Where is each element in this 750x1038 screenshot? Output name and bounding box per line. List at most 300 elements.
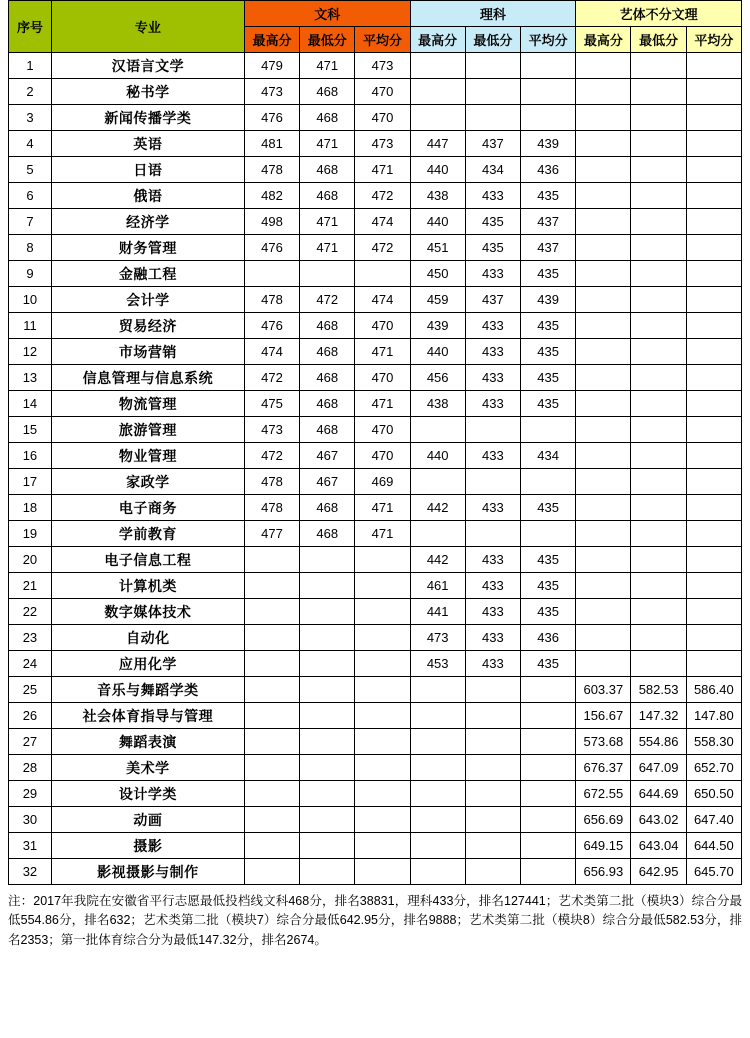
- cell-yiti-min: 554.86: [631, 729, 686, 755]
- cell-wenke-min: 467: [300, 469, 355, 495]
- cell-wenke-max: [244, 261, 299, 287]
- cell-wenke-min: [300, 547, 355, 573]
- cell-like-min: 435: [465, 235, 520, 261]
- cell-yiti-min: [631, 313, 686, 339]
- cell-wenke-avg: [355, 859, 410, 885]
- cell-like-max: 451: [410, 235, 465, 261]
- cell-yiti-avg: [686, 105, 741, 131]
- row-index: 28: [9, 755, 52, 781]
- cell-yiti-min: [631, 105, 686, 131]
- cell-like-min: [465, 79, 520, 105]
- row-index: 31: [9, 833, 52, 859]
- cell-wenke-max: [244, 755, 299, 781]
- table-row: [9, 105, 742, 131]
- cell-yiti-max: [576, 105, 631, 131]
- cell-wenke-max: 481: [244, 131, 299, 157]
- cell-wenke-avg: 471: [355, 521, 410, 547]
- cell-wenke-avg: [355, 261, 410, 287]
- cell-like-avg: [521, 521, 576, 547]
- cell-wenke-avg: 470: [355, 443, 410, 469]
- cell-like-avg: 437: [521, 209, 576, 235]
- cell-wenke-avg: [355, 755, 410, 781]
- row-major-name: 动画: [51, 807, 244, 833]
- cell-wenke-avg: 469: [355, 469, 410, 495]
- table-row: [9, 53, 742, 79]
- cell-wenke-max: 498: [244, 209, 299, 235]
- cell-like-max: 441: [410, 599, 465, 625]
- cell-yiti-max: 156.67: [576, 703, 631, 729]
- cell-wenke-max: [244, 807, 299, 833]
- table-row: [9, 287, 742, 313]
- row-major-name: 经济学: [51, 209, 244, 235]
- header-like-min: 最低分: [465, 27, 520, 53]
- cell-yiti-avg: [686, 417, 741, 443]
- cell-wenke-avg: [355, 729, 410, 755]
- table-row: [9, 391, 742, 417]
- cell-like-avg: 435: [521, 547, 576, 573]
- row-major-name: 自动化: [51, 625, 244, 651]
- table-row: [9, 339, 742, 365]
- cell-wenke-min: 471: [300, 131, 355, 157]
- cell-wenke-min: 468: [300, 157, 355, 183]
- cell-yiti-avg: 650.50: [686, 781, 741, 807]
- cell-yiti-min: [631, 131, 686, 157]
- cell-yiti-min: [631, 339, 686, 365]
- table-row: [9, 599, 742, 625]
- cell-wenke-min: 468: [300, 365, 355, 391]
- cell-wenke-avg: 471: [355, 157, 410, 183]
- cell-yiti-avg: [686, 209, 741, 235]
- cell-like-max: [410, 677, 465, 703]
- cell-wenke-min: 468: [300, 495, 355, 521]
- row-index: 30: [9, 807, 52, 833]
- cell-yiti-avg: 644.50: [686, 833, 741, 859]
- cell-like-avg: [521, 79, 576, 105]
- cell-yiti-min: 647.09: [631, 755, 686, 781]
- cell-like-min: [465, 859, 520, 885]
- cell-like-avg: 435: [521, 313, 576, 339]
- header-wenke-max: 最高分: [244, 27, 299, 53]
- row-major-name: 设计学类: [51, 781, 244, 807]
- cell-yiti-min: [631, 651, 686, 677]
- cell-like-min: [465, 417, 520, 443]
- cell-yiti-min: [631, 261, 686, 287]
- cell-like-avg: [521, 417, 576, 443]
- cell-like-min: [465, 807, 520, 833]
- cell-yiti-max: 649.15: [576, 833, 631, 859]
- table-body: [9, 53, 742, 885]
- table-row: [9, 417, 742, 443]
- cell-yiti-min: [631, 209, 686, 235]
- cell-yiti-avg: [686, 443, 741, 469]
- cell-yiti-max: [576, 131, 631, 157]
- cell-wenke-min: [300, 833, 355, 859]
- header-group-wenke: 文科: [244, 1, 410, 27]
- cell-like-min: [465, 781, 520, 807]
- cell-wenke-min: [300, 573, 355, 599]
- table-row: [9, 209, 742, 235]
- row-major-name: 影视摄影与制作: [51, 859, 244, 885]
- cell-yiti-max: [576, 391, 631, 417]
- cell-yiti-min: [631, 365, 686, 391]
- cell-like-max: [410, 79, 465, 105]
- table-row: [9, 833, 742, 859]
- cell-like-min: 433: [465, 365, 520, 391]
- cell-like-avg: [521, 105, 576, 131]
- row-major-name: 贸易经济: [51, 313, 244, 339]
- table-row: [9, 859, 742, 885]
- cell-wenke-max: 478: [244, 287, 299, 313]
- cell-wenke-min: [300, 781, 355, 807]
- cell-like-min: 433: [465, 391, 520, 417]
- cell-like-max: [410, 781, 465, 807]
- cell-wenke-min: 468: [300, 313, 355, 339]
- cell-yiti-max: 573.68: [576, 729, 631, 755]
- cell-wenke-avg: [355, 833, 410, 859]
- row-major-name: 新闻传播学类: [51, 105, 244, 131]
- row-index: 3: [9, 105, 52, 131]
- cell-like-max: 447: [410, 131, 465, 157]
- cell-like-avg: [521, 677, 576, 703]
- row-major-name: 电子商务: [51, 495, 244, 521]
- row-major-name: 市场营销: [51, 339, 244, 365]
- cell-wenke-avg: [355, 781, 410, 807]
- cell-yiti-min: 147.32: [631, 703, 686, 729]
- cell-yiti-min: [631, 157, 686, 183]
- row-major-name: 信息管理与信息系统: [51, 365, 244, 391]
- cell-yiti-max: 672.55: [576, 781, 631, 807]
- cell-like-avg: [521, 703, 576, 729]
- cell-wenke-min: 468: [300, 339, 355, 365]
- table-row: [9, 807, 742, 833]
- cell-wenke-max: 477: [244, 521, 299, 547]
- table-row: [9, 755, 742, 781]
- table-row: [9, 235, 742, 261]
- row-index: 10: [9, 287, 52, 313]
- cell-like-avg: 435: [521, 339, 576, 365]
- cell-like-avg: [521, 781, 576, 807]
- row-index: 17: [9, 469, 52, 495]
- cell-yiti-max: [576, 469, 631, 495]
- row-major-name: 计算机类: [51, 573, 244, 599]
- table-row: [9, 547, 742, 573]
- admission-scores-table: [8, 0, 742, 885]
- cell-like-max: [410, 469, 465, 495]
- cell-wenke-min: 472: [300, 287, 355, 313]
- cell-yiti-min: [631, 469, 686, 495]
- cell-wenke-max: [244, 651, 299, 677]
- cell-yiti-max: 676.37: [576, 755, 631, 781]
- cell-like-min: [465, 677, 520, 703]
- row-major-name: 金融工程: [51, 261, 244, 287]
- cell-like-max: 440: [410, 157, 465, 183]
- row-major-name: 俄语: [51, 183, 244, 209]
- cell-like-max: 456: [410, 365, 465, 391]
- row-major-name: 社会体育指导与管理: [51, 703, 244, 729]
- row-index: 11: [9, 313, 52, 339]
- cell-yiti-max: [576, 79, 631, 105]
- cell-wenke-avg: [355, 807, 410, 833]
- cell-like-avg: 439: [521, 287, 576, 313]
- row-index: 2: [9, 79, 52, 105]
- cell-yiti-avg: [686, 469, 741, 495]
- cell-wenke-max: [244, 547, 299, 573]
- cell-wenke-min: [300, 729, 355, 755]
- cell-like-min: [465, 755, 520, 781]
- cell-wenke-avg: [355, 599, 410, 625]
- cell-wenke-max: 476: [244, 313, 299, 339]
- row-index: 14: [9, 391, 52, 417]
- cell-wenke-min: [300, 703, 355, 729]
- cell-like-max: 453: [410, 651, 465, 677]
- cell-yiti-min: [631, 391, 686, 417]
- cell-like-avg: 435: [521, 261, 576, 287]
- cell-yiti-max: 656.69: [576, 807, 631, 833]
- table-row: [9, 157, 742, 183]
- cell-yiti-min: [631, 443, 686, 469]
- cell-wenke-max: [244, 729, 299, 755]
- cell-like-avg: 436: [521, 625, 576, 651]
- row-major-name: 摄影: [51, 833, 244, 859]
- cell-yiti-max: [576, 53, 631, 79]
- cell-yiti-min: 643.04: [631, 833, 686, 859]
- row-index: 16: [9, 443, 52, 469]
- cell-yiti-avg: [686, 365, 741, 391]
- cell-yiti-max: [576, 495, 631, 521]
- row-index: 20: [9, 547, 52, 573]
- table-row: [9, 183, 742, 209]
- cell-yiti-min: [631, 599, 686, 625]
- table-footnote: 注：2017年我院在安徽省平行志愿最低投档线文科468分，排名38831，理科433分，排名127441；艺术类第二批（模块3）综合分最低554.86分，排名632；艺术类第二批（模块7）综合分最低642.95分，排名9888；艺术类第二批（模块8）综合分最低582.53分，排名2353；第一批体育综合分为最低147.32分，排名2674。: [8, 894, 742, 947]
- cell-like-min: 437: [465, 131, 520, 157]
- cell-yiti-min: 643.02: [631, 807, 686, 833]
- cell-yiti-max: [576, 157, 631, 183]
- cell-like-min: 433: [465, 443, 520, 469]
- cell-yiti-max: [576, 313, 631, 339]
- cell-wenke-avg: [355, 651, 410, 677]
- cell-wenke-min: 467: [300, 443, 355, 469]
- table-row: [9, 313, 742, 339]
- cell-yiti-max: [576, 209, 631, 235]
- cell-yiti-max: 603.37: [576, 677, 631, 703]
- cell-wenke-max: [244, 859, 299, 885]
- cell-wenke-max: 479: [244, 53, 299, 79]
- cell-yiti-avg: [686, 261, 741, 287]
- header-group-yiti: 艺体不分文理: [576, 1, 742, 27]
- cell-yiti-avg: [686, 53, 741, 79]
- cell-like-avg: [521, 729, 576, 755]
- cell-like-min: 433: [465, 495, 520, 521]
- row-major-name: 学前教育: [51, 521, 244, 547]
- row-index: 25: [9, 677, 52, 703]
- header-row-groups: [9, 1, 742, 27]
- header-wenke-avg: 平均分: [355, 27, 410, 53]
- cell-like-min: 434: [465, 157, 520, 183]
- cell-yiti-min: [631, 521, 686, 547]
- row-major-name: 电子信息工程: [51, 547, 244, 573]
- cell-like-max: 440: [410, 339, 465, 365]
- table-row: [9, 443, 742, 469]
- cell-like-min: 433: [465, 339, 520, 365]
- cell-like-min: 433: [465, 599, 520, 625]
- row-index: 24: [9, 651, 52, 677]
- cell-wenke-min: [300, 599, 355, 625]
- cell-like-max: 459: [410, 287, 465, 313]
- cell-yiti-avg: [686, 625, 741, 651]
- cell-like-min: [465, 105, 520, 131]
- cell-like-avg: [521, 53, 576, 79]
- cell-like-avg: [521, 859, 576, 885]
- cell-yiti-min: 644.69: [631, 781, 686, 807]
- cell-yiti-avg: [686, 599, 741, 625]
- cell-like-min: [465, 53, 520, 79]
- row-major-name: 舞蹈表演: [51, 729, 244, 755]
- cell-wenke-avg: 470: [355, 365, 410, 391]
- row-index: 27: [9, 729, 52, 755]
- row-major-name: 会计学: [51, 287, 244, 313]
- cell-wenke-avg: 473: [355, 131, 410, 157]
- table-row: [9, 261, 742, 287]
- cell-wenke-max: [244, 781, 299, 807]
- cell-wenke-avg: 471: [355, 495, 410, 521]
- row-major-name: 物流管理: [51, 391, 244, 417]
- row-index: 5: [9, 157, 52, 183]
- header-major: 专业: [51, 1, 244, 53]
- cell-yiti-avg: [686, 495, 741, 521]
- cell-yiti-max: [576, 365, 631, 391]
- cell-like-avg: 436: [521, 157, 576, 183]
- row-major-name: 财务管理: [51, 235, 244, 261]
- cell-like-max: [410, 807, 465, 833]
- cell-yiti-avg: [686, 391, 741, 417]
- cell-yiti-min: [631, 417, 686, 443]
- row-major-name: 英语: [51, 131, 244, 157]
- cell-like-avg: 435: [521, 599, 576, 625]
- cell-yiti-avg: [686, 339, 741, 365]
- cell-wenke-max: [244, 573, 299, 599]
- cell-yiti-min: [631, 79, 686, 105]
- cell-like-min: 435: [465, 209, 520, 235]
- cell-like-min: 433: [465, 313, 520, 339]
- cell-wenke-avg: 474: [355, 287, 410, 313]
- cell-yiti-avg: [686, 521, 741, 547]
- row-index: 7: [9, 209, 52, 235]
- cell-like-min: 437: [465, 287, 520, 313]
- header-yiti-min: 最低分: [631, 27, 686, 53]
- table-row: [9, 131, 742, 157]
- row-index: 23: [9, 625, 52, 651]
- cell-like-avg: [521, 807, 576, 833]
- cell-wenke-max: 472: [244, 365, 299, 391]
- cell-yiti-max: [576, 183, 631, 209]
- row-major-name: 汉语言文学: [51, 53, 244, 79]
- cell-like-max: [410, 755, 465, 781]
- cell-yiti-avg: [686, 313, 741, 339]
- cell-like-avg: 435: [521, 651, 576, 677]
- cell-wenke-min: 468: [300, 521, 355, 547]
- cell-wenke-max: 476: [244, 105, 299, 131]
- cell-like-max: 440: [410, 209, 465, 235]
- cell-wenke-max: 478: [244, 469, 299, 495]
- header-group-like: 理科: [410, 1, 576, 27]
- cell-wenke-min: [300, 807, 355, 833]
- cell-wenke-min: 471: [300, 235, 355, 261]
- table-row: [9, 781, 742, 807]
- cell-wenke-avg: 472: [355, 183, 410, 209]
- header-index: 序号: [9, 1, 52, 53]
- cell-yiti-min: [631, 235, 686, 261]
- cell-wenke-max: [244, 625, 299, 651]
- header-wenke-min: 最低分: [300, 27, 355, 53]
- cell-yiti-max: [576, 287, 631, 313]
- row-index: 19: [9, 521, 52, 547]
- cell-wenke-avg: 473: [355, 53, 410, 79]
- cell-yiti-min: 582.53: [631, 677, 686, 703]
- cell-wenke-avg: [355, 703, 410, 729]
- cell-wenke-min: 471: [300, 53, 355, 79]
- row-index: 4: [9, 131, 52, 157]
- row-major-name: 物业管理: [51, 443, 244, 469]
- cell-like-min: 433: [465, 183, 520, 209]
- cell-like-avg: [521, 469, 576, 495]
- row-index: 8: [9, 235, 52, 261]
- cell-wenke-max: 478: [244, 157, 299, 183]
- cell-like-avg: 435: [521, 573, 576, 599]
- cell-like-max: 438: [410, 391, 465, 417]
- cell-like-max: [410, 703, 465, 729]
- cell-wenke-avg: 471: [355, 391, 410, 417]
- cell-like-avg: 435: [521, 365, 576, 391]
- cell-wenke-max: 478: [244, 495, 299, 521]
- cell-wenke-max: [244, 703, 299, 729]
- cell-like-max: [410, 729, 465, 755]
- cell-wenke-avg: 472: [355, 235, 410, 261]
- cell-like-min: 433: [465, 625, 520, 651]
- table-row: [9, 729, 742, 755]
- cell-yiti-avg: 147.80: [686, 703, 741, 729]
- cell-yiti-min: [631, 625, 686, 651]
- header-yiti-avg: 平均分: [686, 27, 741, 53]
- table-row: [9, 79, 742, 105]
- cell-yiti-avg: [686, 79, 741, 105]
- cell-wenke-avg: 470: [355, 313, 410, 339]
- table-row: [9, 651, 742, 677]
- cell-wenke-avg: 474: [355, 209, 410, 235]
- table-row: [9, 469, 742, 495]
- cell-wenke-avg: [355, 625, 410, 651]
- cell-yiti-avg: [686, 651, 741, 677]
- cell-yiti-max: [576, 261, 631, 287]
- row-index: 9: [9, 261, 52, 287]
- cell-like-min: [465, 469, 520, 495]
- table-row: [9, 677, 742, 703]
- table-row: [9, 495, 742, 521]
- row-major-name: 数字媒体技术: [51, 599, 244, 625]
- cell-like-max: 442: [410, 495, 465, 521]
- cell-wenke-avg: 470: [355, 417, 410, 443]
- header-yiti-max: 最高分: [576, 27, 631, 53]
- cell-yiti-avg: 558.30: [686, 729, 741, 755]
- cell-wenke-min: [300, 625, 355, 651]
- row-index: 12: [9, 339, 52, 365]
- row-major-name: 秘书学: [51, 79, 244, 105]
- cell-wenke-min: 468: [300, 417, 355, 443]
- row-index: 22: [9, 599, 52, 625]
- cell-like-max: 461: [410, 573, 465, 599]
- cell-yiti-max: [576, 521, 631, 547]
- cell-yiti-min: [631, 547, 686, 573]
- cell-wenke-avg: [355, 547, 410, 573]
